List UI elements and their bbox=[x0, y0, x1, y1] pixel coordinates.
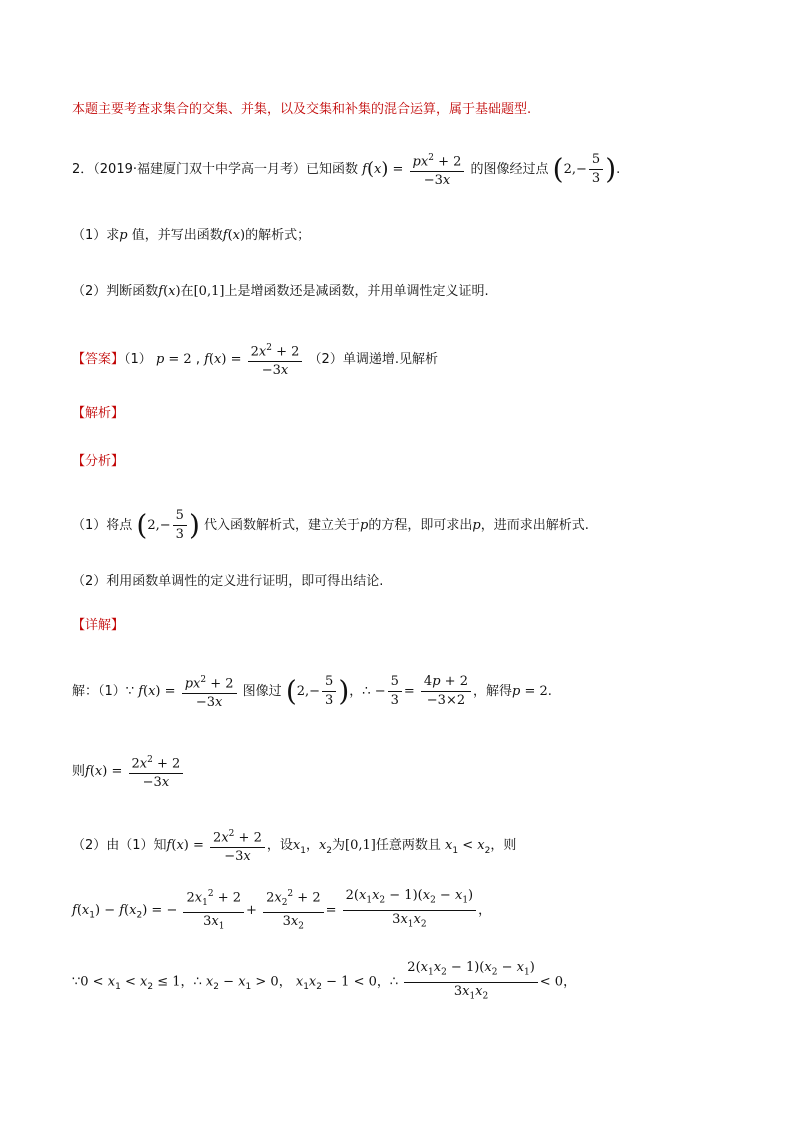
function-definition: f(x) = $\frac{px^2 + 2}{-3x}$ bbox=[362, 150, 466, 189]
solve-prefix: 解：（1）∵ bbox=[72, 684, 135, 700]
detail-label: 【详解】 bbox=[72, 618, 125, 633]
fenxi-label: 【分析】 bbox=[72, 454, 125, 469]
detail-difference-line: $f(x_1) - f(x_2)$ = − $\frac{2x_1^2 + 2}{3x_1}$ + $\frac{2x_2^2 + 2}{3x_2}$ = $\frac{2(x_1x_2 - 1)(x_2 - x_1)}{3x_1x_2}$ ， bbox=[72, 886, 491, 935]
detail-then-line: 则f(x) = $\frac{2x^2 + 2}{-3x}$ bbox=[72, 752, 185, 791]
question-part1: （1）求p 值，并写出函数f(x)的解析式； bbox=[72, 228, 311, 243]
part2-prefix: （2）判断函数 bbox=[72, 284, 159, 299]
part1-prefix: （1）求 bbox=[72, 228, 120, 243]
step1-end: ，进而求出解析式. bbox=[480, 518, 589, 533]
cond-end: ，∴ bbox=[376, 974, 399, 990]
solve-end: ，解得 bbox=[472, 684, 512, 700]
solve-mid: 图像过 bbox=[242, 684, 282, 700]
answer-label: 【答案】 bbox=[72, 352, 125, 368]
cond-mid: ，∴ bbox=[180, 974, 202, 990]
question-intro-middle: 的图像经过点 bbox=[470, 162, 549, 178]
answer-part1: （1） bbox=[124, 352, 152, 368]
p2-mid: ，设 bbox=[266, 838, 293, 854]
summary-text: 本题主要考查求集合的交集、并集，以及交集和补集的混合运算，属于基础题型. bbox=[72, 102, 532, 117]
part1-mid: 值，并写出函数 bbox=[131, 228, 223, 243]
question-line: 2．（2019·福建厦门双十中学高一月考）已知函数 f(x) = $\frac{px^2 + 2}{-3x}$ 的图像经过点 (2,− $\frac{5}{3}$ ). bbox=[72, 150, 620, 189]
p2-tail: ，则 bbox=[490, 838, 517, 854]
point-coordinate: (2,− $\frac{5}{3}$ ) bbox=[552, 152, 617, 187]
fenxi-step2: （2）利用函数单调性的定义进行证明，即可得出结论. bbox=[72, 574, 384, 589]
part1-end: 的解析式； bbox=[245, 228, 311, 243]
step1-mid: 代入函数解析式，建立关于 bbox=[204, 518, 361, 533]
cond-prefix: ∵ bbox=[72, 974, 81, 990]
step1-mid2: 的方程，即可求出 bbox=[368, 518, 473, 533]
step1-prefix: （1）将点 bbox=[72, 518, 133, 533]
answer-line: 【答案】（1） p = 2 , f(x) = $\frac{2x^2 + 2}{-3x}$ （2）单调递增.见解析 bbox=[72, 340, 438, 379]
solve-mid2: ，∴ bbox=[349, 684, 371, 700]
detail-solve-line: 解：（1）∵ f(x) = $\frac{px^2 + 2}{-3x}$ 图像过 (2,− $\frac{5}{3}$ )，∴ − $\frac{5}{3}$ = $\frac{4p + 2}{-3\times 2}$ ，解得p = 2. bbox=[72, 672, 552, 711]
then-prefix: 则 bbox=[72, 764, 86, 780]
part2-end: 上是增函数还是减函数，并用单调性定义证明. bbox=[224, 284, 489, 299]
question-part2: （2）判断函数f(x)在[0,1]上是增函数还是减函数，并用单调性定义证明. bbox=[72, 284, 489, 299]
p2-end: 任意两数且 bbox=[375, 838, 441, 854]
fenxi-step1: （1）将点 (2,− $\frac{5}{3}$ ) 代入函数解析式，建立关于p的方程，即可求出p，进而求出解析式. bbox=[72, 508, 589, 542]
part2-mid: 在 bbox=[180, 284, 194, 299]
p2-prefix: （2）由（1）知 bbox=[72, 838, 167, 854]
question-intro: 2．（2019·福建厦门双十中学高一月考）已知函数 bbox=[72, 162, 358, 178]
p2-mid2: 为 bbox=[332, 838, 346, 854]
detail-part2-line: （2）由（1）知f(x) = $\frac{2x^2 + 2}{-3x}$ ，设$x_1$，$x_2$为[0,1]任意两数且 $x_1 < x_2$，则 bbox=[72, 826, 516, 865]
answer-part2: （2）单调递增.见解析 bbox=[308, 352, 438, 368]
detail-condition-line: ∵0 < $x_1 < x_2 \le 1$，∴ $x_2 - x_1 > 0$， $x_1x_2 - 1 < 0$，∴ $\frac{2(x_1x_2 - 1)(x_2 - x_1)}{3x_1x_2}$ < 0， bbox=[72, 960, 577, 1002]
analysis-label: 【解析】 bbox=[72, 406, 125, 421]
